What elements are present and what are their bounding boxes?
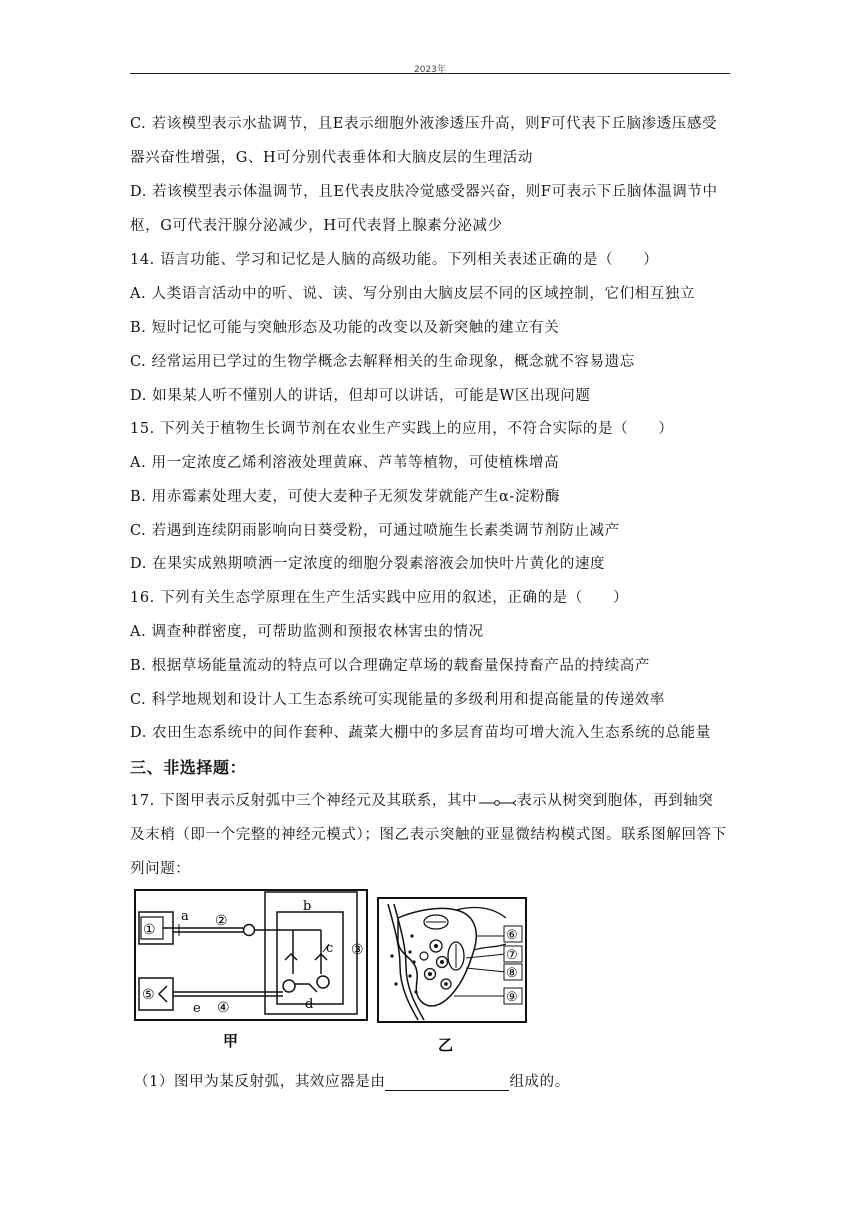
letter-b: b [303,899,312,914]
option-line: B. 用赤霉素处理大麦，可使大麦种子无须发芽就能产生α-淀粉酶 [130,489,561,505]
q17-text-before: 17. 下图甲表示反射弧中三个神经元及其联系，其中 [130,793,478,809]
question-17-stem-line1 [130,789,713,810]
mark-6: ⑥ [506,928,518,943]
section-heading: 三、非选择题： [130,758,247,777]
page-header-year: 2023年 [414,65,446,75]
mark-3: ③ [351,942,364,958]
mark-4: ④ [217,1000,230,1016]
answer-blank[interactable] [385,1076,509,1091]
option-line: A. 调查种群密度，可帮助监测和预报农林害虫的情况 [130,624,484,640]
option-line: 枢，G可代表汗腺分泌减少，H可代表肾上腺素分泌减少 [130,218,503,234]
q17-text-after: 表示从树突到胞体，再到轴突 [517,793,714,809]
neuron-symbol-icon [477,796,517,806]
sub1-text-after: 组成的。 [509,1074,570,1090]
figure-yi-label: 乙 [438,1036,454,1054]
option-line: B. 短时记忆可能与突触形态及功能的改变以及新突触的建立有关 [130,320,560,336]
mark-7: ⑦ [506,948,518,963]
figure-yi-synapse [376,896,528,1056]
question-17-stem-line3: 列问题： [130,861,191,877]
option-line: C. 科学地规划和设计人工生态系统可实现能量的多级利用和提高能量的传递效率 [130,692,665,708]
option-line: C. 若遇到连续阴雨影响向日葵受粉，可通过喷施生长素类调节剂防止减产 [130,523,620,539]
option-line: D. 若该模型表示体温调节，且E代表皮肤冷觉感受器兴奋，则F可表示下丘脑体温调节中 [130,184,718,200]
option-line: C. 经常运用已学过的生物学概念去解释相关的生命现象，概念就不容易遗忘 [130,354,635,370]
option-line: D. 在果实成熟期喷洒一定浓度的细胞分裂素溶液会加快叶片黄化的速度 [130,556,606,572]
mark-9: ⑨ [506,990,518,1005]
option-line: C. 若该模型表示水盐调节，且E表示细胞外液渗透压升高，则F可代表下丘脑渗透压感受 [130,116,718,132]
figure-jia-label: 甲 [223,1032,239,1050]
option-line: A. 用一定浓度乙烯利溶液处理黄麻、芦苇等植物，可使植株增高 [130,455,560,471]
question-15-stem: 15. 下列关于植物生长调节剂在农业生产实践上的应用，不符合实际的是（ ） [130,421,674,437]
letter-a: a [181,909,189,924]
option-line: A. 人类语言活动中的听、说、读、写分别由大脑皮层不同的区域控制，它们相互独立 [130,286,696,302]
option-line: D. 如果某人听不懂别人的讲话，但却可以讲话，可能是W区出现问题 [130,388,591,404]
mark-2: ② [215,913,228,929]
sub1-text-before: （1）图甲为某反射弧，其效应器是由 [134,1074,386,1090]
letter-d: d [305,997,314,1012]
option-line: D. 农田生态系统中的间作套种、蔬菜大棚中的多层育苗均可增大流入生态系统的总能量 [130,725,711,741]
header-rule [130,73,730,74]
question-16-stem: 16. 下列有关生态学原理在生产生活实践中应用的叙述，正确的是（ ） [130,590,629,606]
question-17-stem-line2: 及末梢（即一个完整的神经元模式）；图乙表示突触的亚显微结构模式图。联系图解回答下 [130,827,727,843]
figure-jia-reflex-arc [133,888,370,1058]
question-14-stem: 14. 语言功能、学习和记忆是人脑的高级功能。下列相关表述正确的是（ ） [130,252,659,268]
sub-question-1 [134,1070,570,1091]
mark-8: ⑧ [506,966,518,981]
mark-5: ⑤ [142,987,155,1003]
letter-e: e [193,1001,201,1016]
mark-1: ① [143,922,156,938]
option-line: 器兴奋性增强，G、H可分别代表垂体和大脑皮层的生理活动 [130,150,533,166]
option-line: B. 根据草场能量流动的特点可以合理确定草场的载畜量保持畜产品的持续高产 [130,658,650,674]
letter-c: c [326,941,334,956]
